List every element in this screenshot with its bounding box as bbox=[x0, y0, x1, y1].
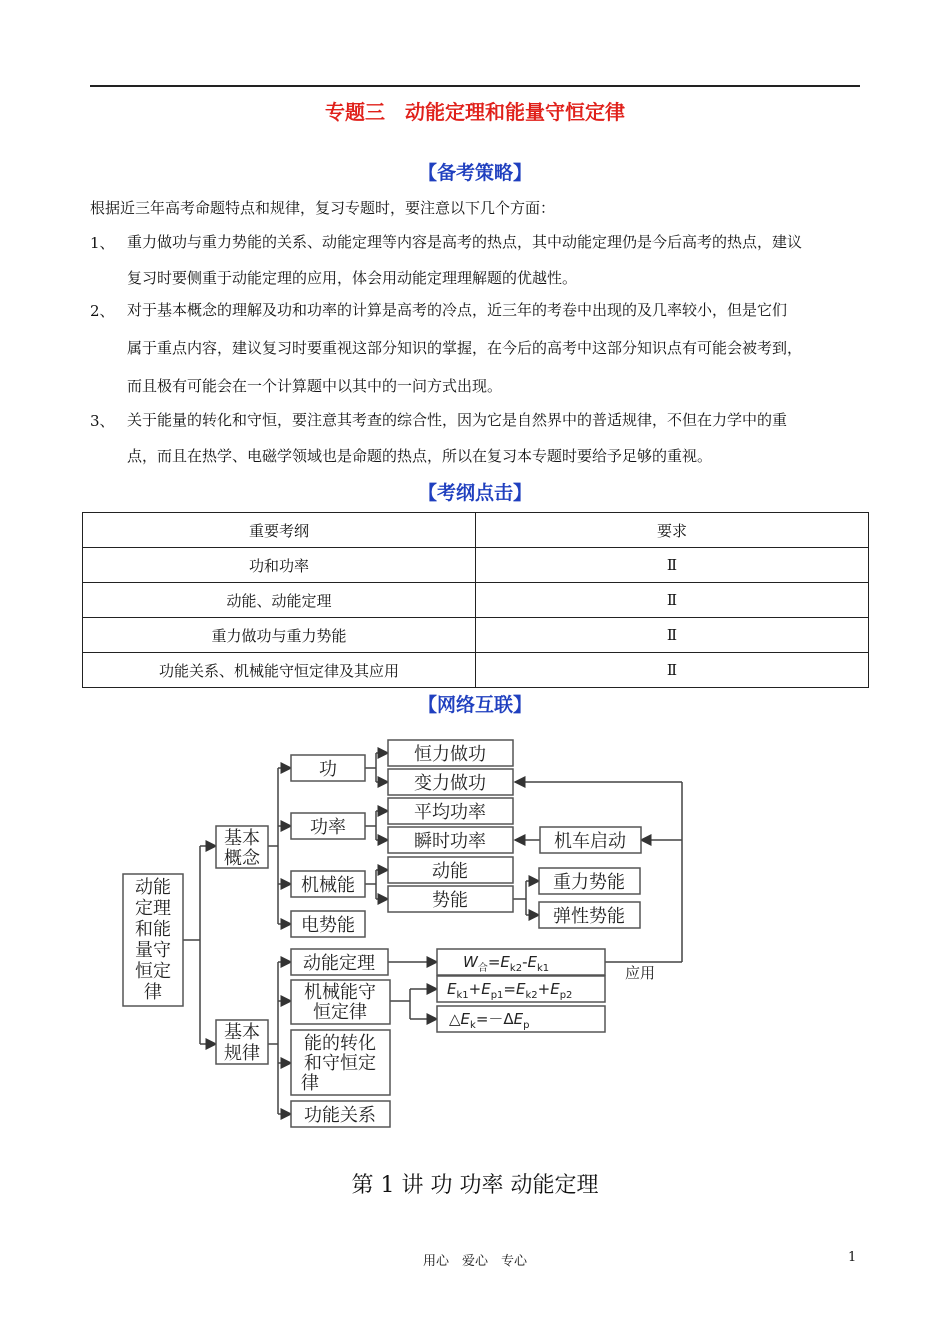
instant-power-label: 瞬时功率 bbox=[414, 831, 486, 852]
basic-concepts-line: 概念 bbox=[224, 848, 260, 869]
svg-text:Ek1+Ep1=Ek2+Ep2: $E_{k1}+E_{p1}=E_{k2}+E_{p2}$ bbox=[447, 980, 573, 1001]
energy-conservation-line: 律 bbox=[301, 1073, 319, 1094]
potential-energy-label: 势能 bbox=[432, 890, 468, 911]
average-power-label: 平均功率 bbox=[414, 802, 486, 823]
basic-laws-line: 规律 bbox=[224, 1043, 260, 1064]
item-line: 点，而且在热学、电磁学领域也是命题的热点，所以在复习本专题时要给予足够的重视。 bbox=[127, 447, 713, 465]
root-line: 律 bbox=[144, 982, 162, 1003]
energy-conservation-line: 能的转化 bbox=[304, 1033, 376, 1054]
formula-cons2 bbox=[449, 1010, 530, 1031]
item-line: 对于基本概念的理解及功和功率的计算是高考的冷点，近三年的考卷中出现的及几率较小，但是它们 bbox=[127, 301, 788, 319]
constant-force-work-label: 恒力做功 bbox=[414, 744, 486, 765]
item-line: 而且极有可能会在一个计算题中以其中的一问方式出现。 bbox=[127, 377, 503, 395]
power-label: 功率 bbox=[310, 817, 346, 838]
intro-paragraph: 根据近三年高考命题特点和规律，复习专题时，要注意以下几个方面： bbox=[90, 199, 556, 217]
kinetic-energy-label: 动能 bbox=[432, 861, 468, 882]
table-cell: Ⅱ bbox=[476, 583, 869, 618]
root-line: 和能 bbox=[135, 919, 171, 940]
vehicle-start-label: 机车启动 bbox=[554, 831, 626, 852]
conservation-mech-line: 恒定律 bbox=[313, 1002, 367, 1023]
table-cell: 重力做功与重力势能 bbox=[83, 618, 476, 653]
formula-work bbox=[463, 953, 549, 974]
page-number: 1 bbox=[848, 1250, 857, 1265]
gravitational-pe-label: 重力势能 bbox=[553, 872, 625, 893]
item-number: 1、 bbox=[90, 234, 115, 252]
work-energy-relation-label: 功能关系 bbox=[304, 1105, 376, 1126]
item-line: 重力做功与重力势能的关系、动能定理等内容是高考的热点，其中动能定理仍是今后高考的热点，建议 bbox=[127, 233, 803, 251]
root-line: 量守 bbox=[135, 940, 171, 961]
item-number: 2、 bbox=[90, 302, 115, 320]
column-header: 重要考纲 bbox=[83, 513, 476, 548]
table-cell: 功和功率 bbox=[83, 548, 476, 583]
table-cell: Ⅱ bbox=[476, 548, 869, 583]
table-cell: Ⅱ bbox=[476, 653, 869, 688]
elastic-pe-label: 弹性势能 bbox=[553, 906, 625, 927]
lecture-title: 第 1 讲 功 功率 动能定理 bbox=[351, 1173, 599, 1198]
application-label: 应用 bbox=[624, 964, 656, 982]
item-line: 复习时要侧重于动能定理的应用，体会用动能定理理解题的优越性。 bbox=[127, 269, 578, 287]
heading-syllabus: 【考纲点击】 bbox=[417, 482, 532, 504]
root-line: 动能 bbox=[135, 877, 171, 898]
item-line: 属于重点内容，建议复习时要重视这部分知识的掌握，在今后的高考中这部分知识点有可能会被考到， bbox=[127, 339, 803, 357]
mechanical-energy-label: 机械能 bbox=[301, 875, 355, 896]
root-line: 恒定 bbox=[135, 961, 171, 982]
footer-motto: 用心 爱心 专心 bbox=[422, 1254, 527, 1269]
table-cell: 动能、动能定理 bbox=[83, 583, 476, 618]
table-cell: Ⅱ bbox=[476, 618, 869, 653]
item-number: 3、 bbox=[90, 412, 115, 430]
heading-network: 【网络互联】 bbox=[417, 694, 532, 716]
page-title: 专题三 动能定理和能量守恒定律 bbox=[325, 100, 625, 124]
conservation-mech-line: 机械能守 bbox=[304, 982, 376, 1003]
column-header: 要求 bbox=[476, 513, 869, 548]
svg-text:△Ek=－ΔEp: $\triangle E_k=-\Delta E_p$ bbox=[449, 1010, 530, 1031]
work-label: 功 bbox=[319, 759, 337, 780]
basic-laws-line: 基本 bbox=[224, 1022, 260, 1043]
basic-concepts-line: 基本 bbox=[224, 828, 260, 849]
energy-conservation-line: 和守恒定 bbox=[304, 1053, 376, 1074]
table-cell: 功能关系、机械能守恒定律及其应用 bbox=[83, 653, 476, 688]
heading-preparation-strategy: 【备考策略】 bbox=[417, 162, 532, 184]
electric-pe-label: 电势能 bbox=[301, 915, 355, 936]
kinetic-theorem-label: 动能定理 bbox=[303, 953, 375, 974]
svg-text:W合=Ek2-Ek1: $W_合=E_{k2}-E_{k1}$ bbox=[463, 953, 550, 974]
item-line: 关于能量的转化和守恒，要注意其考查的综合性，因为它是自然界中的普适规律，不但在力学中的重 bbox=[127, 411, 788, 429]
variable-force-work-label: 变力做功 bbox=[414, 773, 486, 794]
root-line: 定理 bbox=[135, 898, 171, 919]
